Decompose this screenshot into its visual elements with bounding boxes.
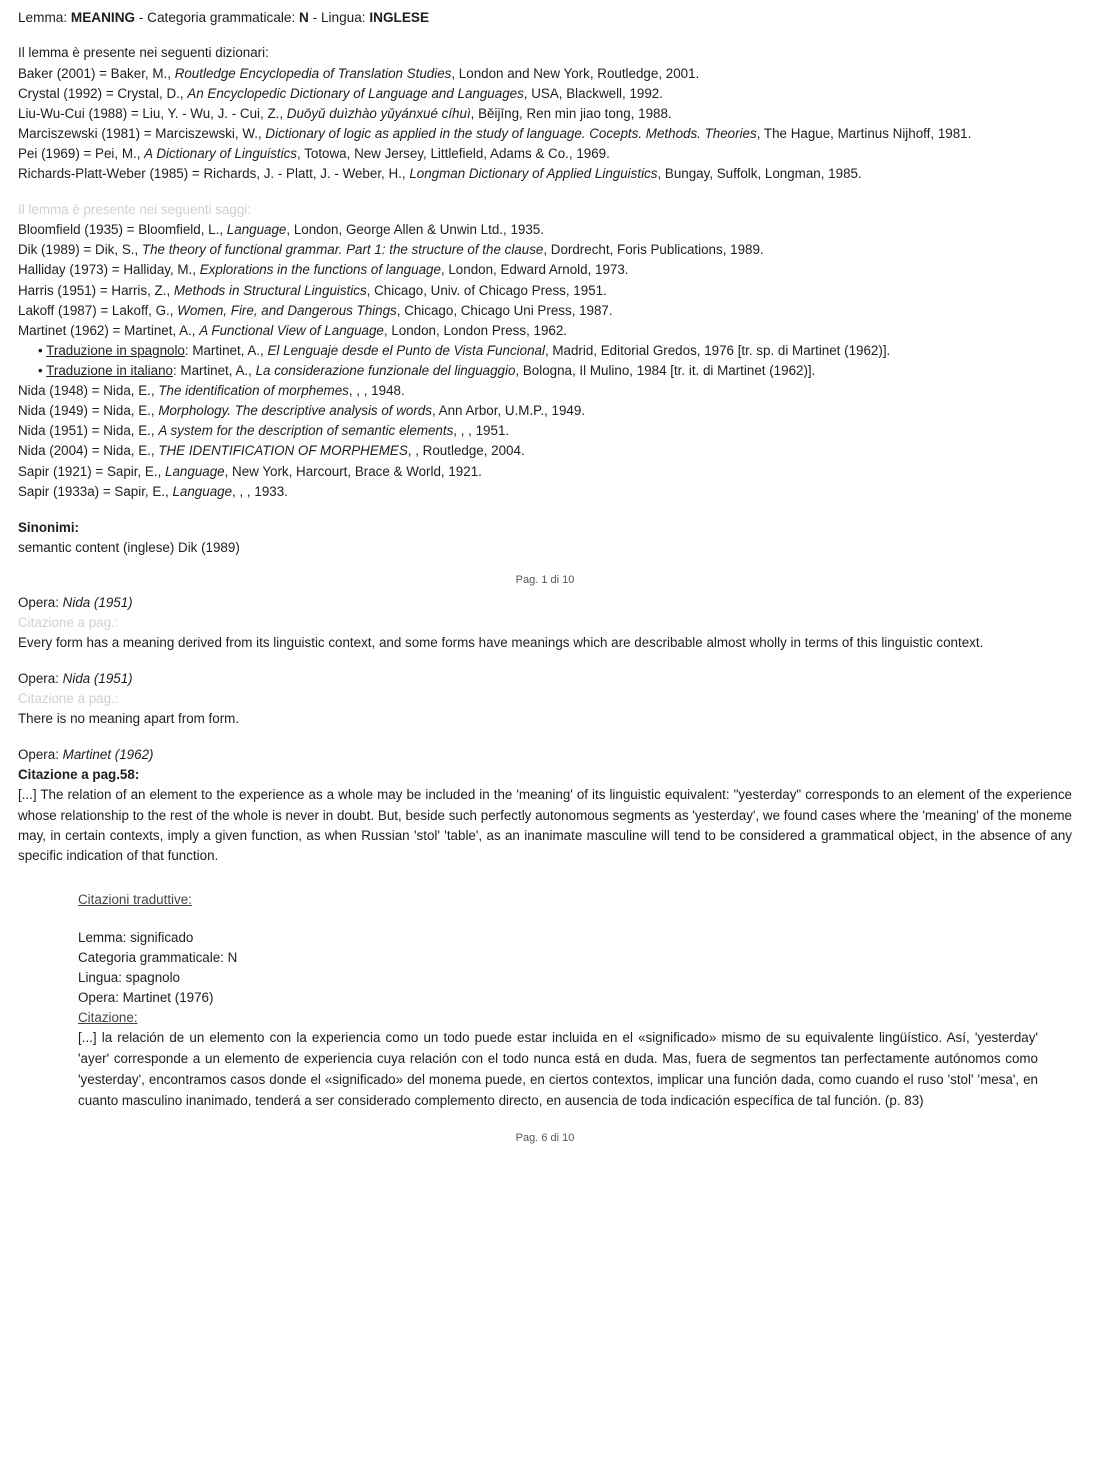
- citation-source: Opera: Nida (1951): [18, 594, 133, 610]
- citation-page: Citazione a pag.:: [18, 614, 119, 630]
- ref-entry: Dik (1989) = Dik, S., The theory of functional grammar. Part 1: the structure of the clause, Dordrecht, Foris Publications, 1989.: [18, 242, 764, 258]
- sinonimi-title: Sinonimi:: [18, 519, 79, 535]
- ref-entry: Crystal (1992) = Crystal, D., An Encyclopedic Dictionary of Language and Languages, USA, Blackwell, 1992.: [18, 85, 663, 101]
- citation-text: There is no meaning apart from form.: [18, 711, 240, 727]
- citation-page: Citazione a pag.58:: [18, 767, 140, 783]
- translation-citations: [78, 890, 1038, 1112]
- translation-language: Lingua: spagnolo: [78, 970, 181, 986]
- translation-citation-text: [...] la relación de un elemento con la experiencia como un todo puede estar incluida en el «significado» mismo de su equivalente lingüístico. Así, 'yesterday' 'ayer' corresponde a un elemento de experiencia cuya relación con el todo nunca está en duda. Mas, fuera de segmentos tan perfectamente autónomos como 'yesterday', encontramos casos donde el «significado» del monema puede, en ciertos contextos, implicar una función dada, como cuando el ruso 'stol' 'mesa', en cuanto masculino inanimado, tenderá a ser considerado complemento directo, en ausencia de toda indicación específica de tal función. (p. 83): [78, 1030, 1038, 1108]
- citation-block: [18, 745, 1072, 866]
- translation-entry: • Traduzione in italiano: Martinet, A., La considerazione funzionale del linguaggio, Bologna, Il Mulino, 1984 [tr. it. di Martinet (1962)].: [38, 363, 816, 379]
- ref-entry: Liu-Wu-Cui (1988) = Liu, Y. - Wu, J. - Cui, Z., Duōyǔ duìzhào yǔyánxué cíhuì, Běijīng, Ren min jiao tong, 1988.: [18, 105, 672, 121]
- ref-entry: Harris (1951) = Harris, Z., Methods in Structural Linguistics, Chicago, Univ. of Chicago Press, 1951.: [18, 282, 607, 298]
- citation-block: [18, 593, 1072, 653]
- citation-text: Every form has a meaning derived from its linguistic context, and some forms have meanings which are describable almost wholly in terms of this linguistic context.: [18, 634, 984, 650]
- citation-text: [...] The relation of an element to the experience as a whole may be included in the 'meaning' of its linguistic equivalent: "yesterday" corresponds to an element of the experience whose relationship to the rest of the whole is never in doubt. But, beside such perfectly autonomous segments as 'yesterday', we found cases where the 'meaning' of the moneme may, in certain contexts, imply a given function, as when Russian 'stol' 'table', as an inanimate masculine will tend to be considered a grammatical object, in the absence of any specific indication of that function.: [18, 787, 1072, 863]
- citation-page: Citazione a pag.:: [18, 690, 119, 706]
- citation-source: Opera: Nida (1951): [18, 670, 133, 686]
- saggi-list: [18, 220, 1072, 502]
- translation-citation-label: Citazione:: [78, 1010, 138, 1026]
- translation-citations-title[interactable]: Citazioni traduttive:: [78, 891, 192, 907]
- ref-entry: Richards-Platt-Weber (1985) = Richards, J. - Platt, J. - Weber, H., Longman Dictionary of Applied Linguistics, Bungay, Suffolk, Longman, 1985.: [18, 166, 862, 182]
- lemma-word: MEANING: [70, 10, 136, 25]
- ref-entry: Nida (1948) = Nida, E., The identification of morphemes, , , 1948.: [18, 383, 405, 399]
- page-number: Pag. 6 di 10: [515, 1131, 575, 1144]
- citation-block: [18, 669, 1072, 729]
- translation-entry: • Traduzione in spagnolo: Martinet, A., El Lenguaje desde el Punto de Vista Funcional, Madrid, Editorial Gredos, 1976 [tr. sp. di Martinet (1962)].: [38, 342, 891, 358]
- ref-entry: Sapir (1933a) = Sapir, E., Language, , , 1933.: [18, 483, 288, 499]
- ref-entry: Lakoff (1987) = Lakoff, G., Women, Fire, and Dangerous Things, Chicago, Chicago Uni Press, 1987.: [18, 302, 613, 318]
- ref-entry: Pei (1969) = Pei, M., A Dictionary of Linguistics, Totowa, New Jersey, Littlefield, Adams & Co., 1969.: [18, 145, 610, 161]
- dizionari-list: [18, 64, 1072, 185]
- ref-entry: Bloomfield (1935) = Bloomfield, L., Language, London, George Allen & Unwin Ltd., 1935.: [18, 222, 544, 238]
- ref-entry: Baker (2001) = Baker, M., Routledge Encyclopedia of Translation Studies, London and New York, Routledge, 2001.: [18, 65, 700, 81]
- ref-entry: Nida (2004) = Nida, E., THE IDENTIFICATION OF MORPHEMES, , Routledge, 2004.: [18, 443, 525, 459]
- translation-lemma: Lemma: significado: [78, 929, 194, 945]
- translation-link[interactable]: Traduzione in spagnolo: [46, 342, 185, 358]
- translation-link[interactable]: Traduzione in italiano: [46, 363, 173, 379]
- translation-opera: Opera: Martinet (1976): [78, 990, 214, 1006]
- ref-entry: Nida (1951) = Nida, E., A system for the description of semantic elements, , , 1951.: [18, 423, 510, 439]
- translation-category: Categoria grammaticale: N: [78, 950, 238, 966]
- lemma-header: Lemma: MEANING - Categoria grammaticale: N - Lingua: INGLESE: [18, 10, 430, 25]
- page-number: Pag. 1 di 10: [515, 574, 575, 587]
- ref-entry: Sapir (1921) = Sapir, E., Language, New York, Harcourt, Brace & World, 1921.: [18, 463, 482, 479]
- dizionari-title: Il lemma è presente nei seguenti dizionari:: [18, 45, 269, 61]
- sinonimi-text: semantic content (inglese) Dik (1989): [18, 539, 240, 555]
- ref-entry: Marciszewski (1981) = Marciszewski, W., Dictionary of logic as applied in the study of language. Cocepts. Methods. Theories, The Hague, Martinus Nijhoff, 1981.: [18, 125, 972, 141]
- citation-source: Opera: Martinet (1962): [18, 747, 154, 763]
- ref-entry: Nida (1949) = Nida, E., Morphology. The descriptive analysis of words, Ann Arbor, U.M.P., 1949.: [18, 403, 586, 419]
- saggi-title: Il lemma è presente nei seguenti saggi:: [18, 202, 251, 218]
- ref-entry: Martinet (1962) = Martinet, A., A Functional View of Language, London, London Press, 1962.: [18, 322, 568, 338]
- ref-entry: Halliday (1973) = Halliday, M., Explorations in the functions of language, London, Edward Arnold, 1973.: [18, 262, 629, 278]
